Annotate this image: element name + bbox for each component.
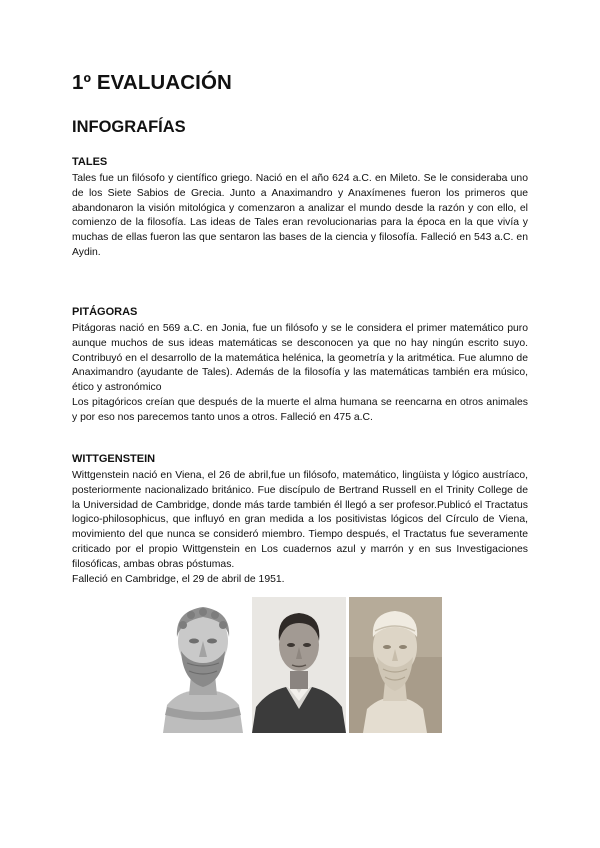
page-title: 1º EVALUACIÓN — [72, 71, 232, 94]
section-body-wittgenstein-1: Wittgenstein nació en Viena, el 26 de abril,fue un filósofo, matemático, lingüista y lógico austríaco, posteriormente nacionalizado británico. Fue discípulo de Bertrand Russell en el Trinity College de la Universidad de Cambridge, donde más tarde también él llegó a ser profesor.Publicó el Tractatus logico-philosophicus, que influyó en gran medida a los positivistas lógicos del Círculo de Viena, movimiento del que nunca se consideró miembro. Tiempo después, el Tractatus fue severamente criticado por el propio Wittgenstein en Los cuadernos azul y marrón y en sus Investigaciones filosóficas, ambas obras póstumas. — [72, 470, 528, 570]
section-body-pitagoras-2: Los pitagóricos creían que después de la muerte el alma humana se reencarna en otros animales y por eso nos parecemos tanto unos a otros. Falleció en 475 a.C. — [72, 396, 528, 423]
section-tales — [72, 155, 528, 261]
section-heading-pitagoras: PITÁGORAS — [72, 306, 138, 318]
section-body-pitagoras-1: Pitágoras nació en 569 a.C. en Jonia, fue un filósofo y se le considera el primer matemático puro aunque muchos de sus ideas matemáticas se desconocen ya que no hay ningún escrito suyo. Contribuyó en el desarrollo de la matemática helénica, la geometría y la aritmética. Fue alumno de Anaximandro (ayudante de Tales). Además de la filosofía y las matemáticas también era músico, ético y astronómico — [72, 323, 528, 394]
section-body-tales: Tales fue un filósofo y científico griego. Nació en el año 624 a.C. en Mileto. Se le consideraba uno de los Siete Sabios de Grecia. Junto a Anaximandro y Anaxímenes fueron los primeros que abandonaron la visión mitológica y comenzaron a analizar el mundo desde la razón y con ello, el comienzo de la filosofía. Las ideas de Tales eran revolucionarias para la época en la que vivía y muchas de ellas fueron las que sentaron las bases de la ciencia y filosofía. Falleció en 543 a.C. en Aydin. — [72, 173, 528, 258]
section-wittgenstein — [72, 452, 528, 587]
page-subtitle: INFOGRAFÍAS — [72, 118, 186, 136]
section-body-wittgenstein-2: Falleció en Cambridge, el 29 de abril de 1951. — [72, 573, 285, 585]
section-heading-tales: TALES — [72, 156, 108, 168]
portrait-gallery — [0, 597, 600, 733]
bust-pitagoras-image — [349, 597, 442, 733]
bust-tales-image — [157, 597, 249, 733]
section-pitagoras — [72, 305, 528, 426]
section-heading-wittgenstein: WITTGENSTEIN — [72, 453, 156, 465]
portrait-wittgenstein-image — [252, 597, 346, 733]
